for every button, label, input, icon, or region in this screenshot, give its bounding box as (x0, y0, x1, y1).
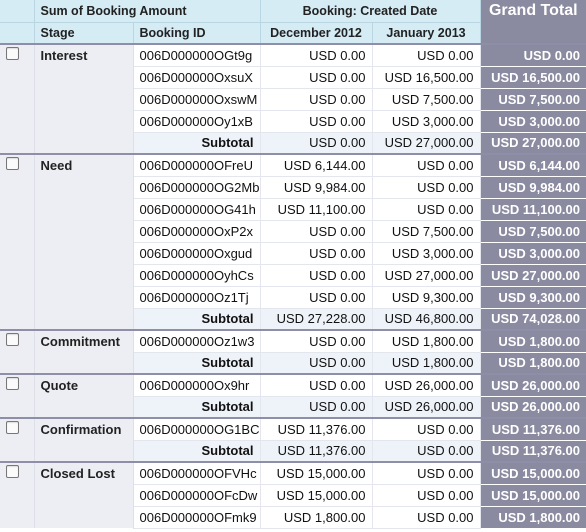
grand-total-amount: USD 15,000.00 (480, 462, 586, 484)
table-row (0, 418, 586, 440)
booking-id: 006D000000OFmk9 (133, 506, 260, 528)
january-2013-amount: USD 0.00 (372, 506, 480, 528)
col-header-december-2012: December 2012 (260, 22, 372, 44)
grand-total-amount: USD 7,500.00 (480, 220, 586, 242)
grand-total-amount: USD 7,500.00 (480, 88, 586, 110)
grand-total-amount: USD 11,376.00 (480, 418, 586, 440)
grand-total-amount: USD 9,984.00 (480, 176, 586, 198)
december-2012-amount: USD 0.00 (260, 264, 372, 286)
group-select-cell (0, 330, 34, 374)
december-2012-amount: USD 0.00 (260, 286, 372, 308)
january-2013-amount: USD 16,500.00 (372, 66, 480, 88)
january-2013-amount: USD 7,500.00 (372, 220, 480, 242)
december-2012-amount: USD 15,000.00 (260, 462, 372, 484)
january-2013-amount: USD 0.00 (372, 44, 480, 66)
grand-total-amount: USD 3,000.00 (480, 110, 586, 132)
december-2012-amount: USD 9,984.00 (260, 176, 372, 198)
booking-id: 006D000000OxswM (133, 88, 260, 110)
group-select-cell (0, 418, 34, 462)
stage-label: Confirmation (34, 418, 133, 462)
january-2013-amount: USD 0.00 (372, 462, 480, 484)
december-2012-amount: USD 0.00 (260, 88, 372, 110)
stage-label: Closed Lost (34, 462, 133, 528)
measure-label: Sum of Booking Amount (34, 0, 260, 22)
group-select-cell (0, 462, 34, 528)
booking-id: 006D000000Ox9hr (133, 374, 260, 396)
booking-id: 006D000000Oz1Tj (133, 286, 260, 308)
table-row (0, 44, 586, 66)
december-2012-amount: USD 0.00 (260, 374, 372, 396)
group-select-cell (0, 44, 34, 154)
group-checkbox[interactable] (6, 47, 19, 60)
january-2013-amount: USD 0.00 (372, 176, 480, 198)
subtotal-label: Subtotal (133, 440, 260, 462)
table-row (0, 462, 586, 484)
booking-id: 006D000000OG41h (133, 198, 260, 220)
subtotal-grand-total: USD 1,800.00 (480, 352, 586, 374)
january-2013-amount: USD 0.00 (372, 198, 480, 220)
booking-id: 006D000000OFVHc (133, 462, 260, 484)
january-2013-amount: USD 7,500.00 (372, 88, 480, 110)
booking-id: 006D000000OG1BC (133, 418, 260, 440)
grand-total-amount: USD 0.00 (480, 44, 586, 66)
grand-total-amount: USD 1,800.00 (480, 506, 586, 528)
group-select-cell (0, 374, 34, 418)
stage-label: Quote (34, 374, 133, 418)
grand-total-amount: USD 26,000.00 (480, 374, 586, 396)
december-2012-amount: USD 6,144.00 (260, 154, 372, 176)
booking-id: 006D000000Oy1xB (133, 110, 260, 132)
subtotal-grand-total: USD 27,000.00 (480, 132, 586, 154)
col-header-booking-id: Booking ID (133, 22, 260, 44)
subtotal-label: Subtotal (133, 352, 260, 374)
december-2012-amount: USD 1,800.00 (260, 506, 372, 528)
table-row (0, 330, 586, 352)
december-2012-amount: USD 0.00 (260, 330, 372, 352)
subtotal-december-2012: USD 0.00 (260, 352, 372, 374)
december-2012-amount: USD 0.00 (260, 44, 372, 66)
subtotal-grand-total: USD 26,000.00 (480, 396, 586, 418)
january-2013-amount: USD 0.00 (372, 154, 480, 176)
booking-id: 006D000000Oxgud (133, 242, 260, 264)
group-select-cell (0, 154, 34, 330)
grand-total-amount: USD 11,100.00 (480, 198, 586, 220)
january-2013-amount: USD 3,000.00 (372, 110, 480, 132)
booking-id: 006D000000OyhCs (133, 264, 260, 286)
grand-total-amount: USD 3,000.00 (480, 242, 586, 264)
col-header-stage: Stage (34, 22, 133, 44)
january-2013-amount: USD 27,000.00 (372, 264, 480, 286)
december-2012-amount: USD 15,000.00 (260, 484, 372, 506)
header-corner (0, 0, 34, 22)
booking-id: 006D000000OxsuX (133, 66, 260, 88)
date-group-label: Booking: Created Date (260, 0, 480, 22)
booking-id: 006D000000OG2Mb (133, 176, 260, 198)
subtotal-january-2013: USD 46,800.00 (372, 308, 480, 330)
group-checkbox[interactable] (6, 377, 19, 390)
stage-label: Interest (34, 44, 133, 154)
booking-id: 006D000000OFreU (133, 154, 260, 176)
subtotal-grand-total: USD 74,028.00 (480, 308, 586, 330)
january-2013-amount: USD 3,000.00 (372, 242, 480, 264)
grand-total-amount: USD 6,144.00 (480, 154, 586, 176)
december-2012-amount: USD 0.00 (260, 110, 372, 132)
header-corner-2 (0, 22, 34, 44)
subtotal-january-2013: USD 0.00 (372, 440, 480, 462)
december-2012-amount: USD 0.00 (260, 220, 372, 242)
group-checkbox[interactable] (6, 465, 19, 478)
table-row (0, 154, 586, 176)
stage-label: Commitment (34, 330, 133, 374)
january-2013-amount: USD 26,000.00 (372, 374, 480, 396)
report-body (0, 44, 586, 528)
subtotal-label: Subtotal (133, 396, 260, 418)
subtotal-december-2012: USD 27,228.00 (260, 308, 372, 330)
table-row (0, 374, 586, 396)
january-2013-amount: USD 1,800.00 (372, 330, 480, 352)
december-2012-amount: USD 11,376.00 (260, 418, 372, 440)
subtotal-label: Subtotal (133, 132, 260, 154)
booking-id: 006D000000OGt9g (133, 44, 260, 66)
subtotal-label: Subtotal (133, 308, 260, 330)
grand-total-amount: USD 1,800.00 (480, 330, 586, 352)
grand-total-amount: USD 16,500.00 (480, 66, 586, 88)
december-2012-amount: USD 0.00 (260, 66, 372, 88)
booking-id: 006D000000Oz1w3 (133, 330, 260, 352)
december-2012-amount: USD 0.00 (260, 242, 372, 264)
col-header-january-2013: January 2013 (372, 22, 480, 44)
booking-id: 006D000000OxP2x (133, 220, 260, 242)
subtotal-december-2012: USD 0.00 (260, 396, 372, 418)
subtotal-december-2012: USD 11,376.00 (260, 440, 372, 462)
group-checkbox[interactable] (6, 421, 19, 434)
stage-label: Need (34, 154, 133, 330)
january-2013-amount: USD 0.00 (372, 484, 480, 506)
group-checkbox[interactable] (6, 333, 19, 346)
subtotal-january-2013: USD 27,000.00 (372, 132, 480, 154)
grand-total-header: Grand Total (480, 0, 586, 44)
grand-total-amount: USD 27,000.00 (480, 264, 586, 286)
subtotal-january-2013: USD 1,800.00 (372, 352, 480, 374)
booking-id: 006D000000OFcDw (133, 484, 260, 506)
subtotal-grand-total: USD 11,376.00 (480, 440, 586, 462)
grand-total-amount: USD 15,000.00 (480, 484, 586, 506)
grand-total-amount: USD 9,300.00 (480, 286, 586, 308)
december-2012-amount: USD 11,100.00 (260, 198, 372, 220)
group-checkbox[interactable] (6, 157, 19, 170)
subtotal-december-2012: USD 0.00 (260, 132, 372, 154)
subtotal-january-2013: USD 26,000.00 (372, 396, 480, 418)
january-2013-amount: USD 9,300.00 (372, 286, 480, 308)
january-2013-amount: USD 0.00 (372, 418, 480, 440)
